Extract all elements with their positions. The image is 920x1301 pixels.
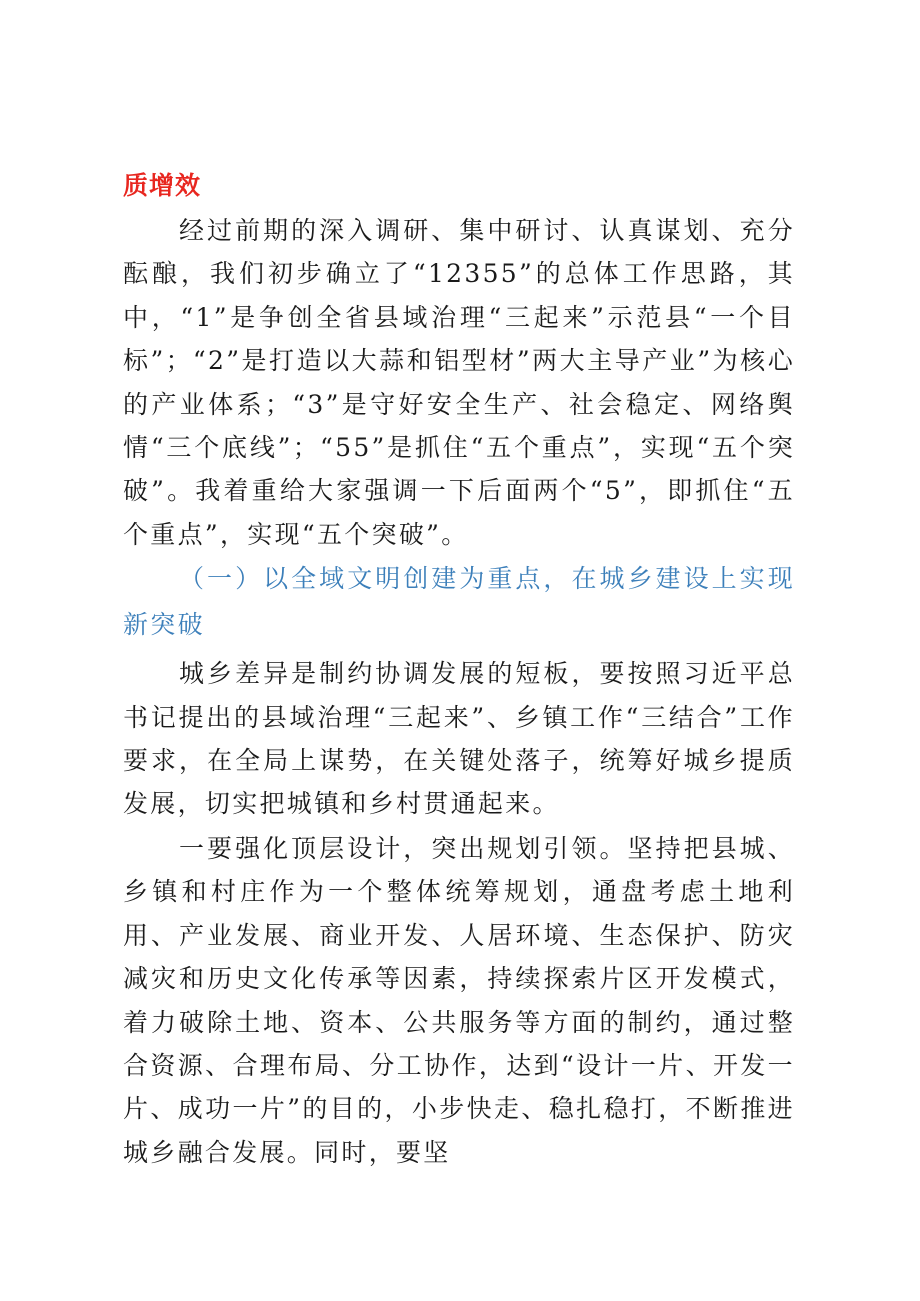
intro-paragraph: 经过前期的深入调研、集中研讨、认真谋划、充分酝酿，我们初步确立了“12355”的总体工作思路，其中，“1”是争创全省县域治理“三起来”示范县“一个目标”；“2”是打造以大蒜和铝型材”两大主导产业”为核心的产业体系；“3”是守好安全生产、社会稳定、网络舆情“三个底线”；“55”是抓住“五个重点”，实现“五个突破”。我着重给大家强调一下后面两个“5”，即抓住“五个重点”，实现“五个突破”。 (123, 216, 795, 549)
subsection-heading: （一）以全域文明创建为重点，在城乡建设上实现新突破 (123, 564, 795, 640)
document-body (123, 163, 795, 1174)
section-heading: 质增效 (123, 171, 202, 200)
urban-rural-paragraph: 城乡差异是制约协调发展的短板，要按照习近平总书记提出的县域治理“三起来”、乡镇工作“三结合”工作要求，在全局上谋势，在关键处落子，统筹好城乡提质发展，切实把城镇和乡村贯通起来。 (123, 659, 795, 819)
planning-paragraph: 一要强化顶层设计，突出规划引领。坚持把县城、乡镇和村庄作为一个整体统筹规划，通盘考虑土地利用、产业发展、商业开发、人居环境、生态保护、防灾减灾和历史文化传承等因素，持续探索片区开发模式，着力破除土地、资本、公共服务等方面的制约，通过整合资源、合理布局、分工协作，达到“设计一片、开发一片、成功一片”的目的，小步快走、稳扎稳打，不断推进城乡融合发展。同时，要坚 (123, 833, 795, 1167)
